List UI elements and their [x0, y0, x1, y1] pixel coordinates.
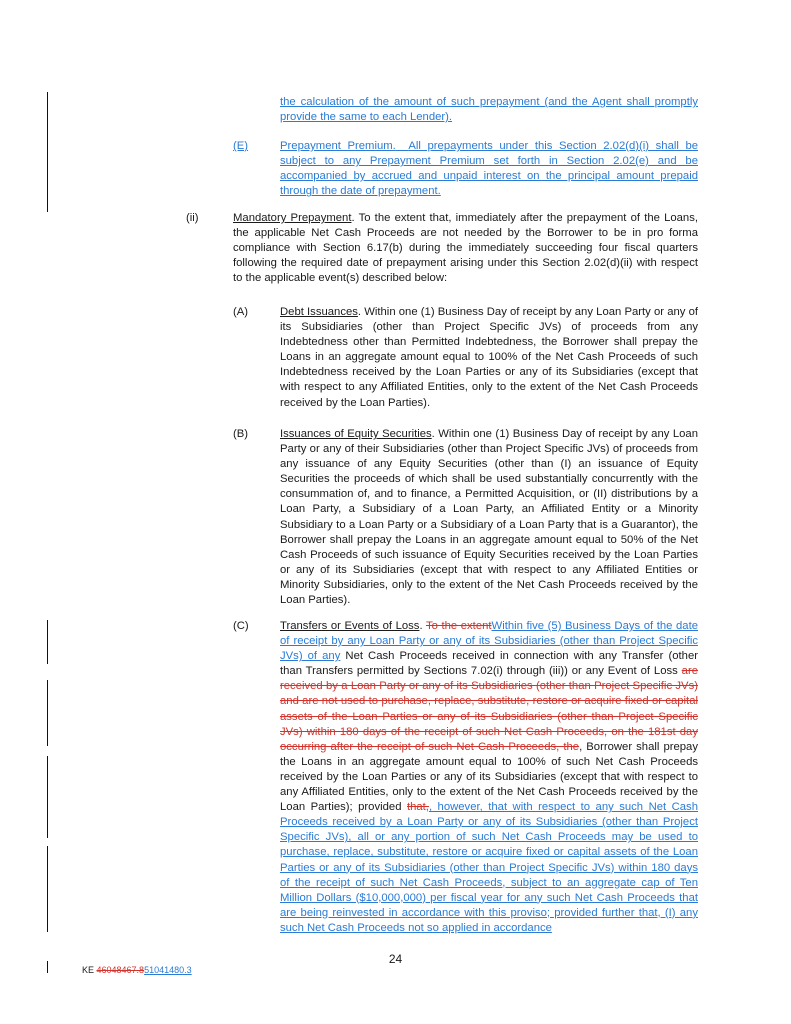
- change-bar: [47, 680, 48, 746]
- page-number: 24: [388, 952, 403, 966]
- continued-paragraph: the calculation of the amount of such prepayment (and the Agent shall promptly provide the same to each Lender).: [280, 96, 698, 124]
- para-c-deletion-1: To the extent: [425, 620, 492, 632]
- para-e-text: [280, 139, 698, 199]
- para-c-deletion-2: are received by a Loan Party or any of its Subsidiaries (other than Project Specific JVs) and are not used to purchase, replace, substitute, restore or acquire fixed or capital assets of the Loan Parties or any of its Subsidiaries (other than Project Specific JVs) within 180 days of the receipt of such Net Cash Proceeds, on the 181st day occurring after the receipt of such Net Cash Proceeds, the: [280, 665, 698, 753]
- para-a-label: (A): [233, 306, 249, 318]
- para-c-text-1: .: [419, 620, 426, 632]
- change-bar: [47, 756, 48, 838]
- footer-prefix: KE: [82, 965, 97, 975]
- para-c-label: (C): [233, 620, 249, 632]
- para-a-text: [280, 305, 698, 411]
- para-ii-text: [233, 211, 698, 286]
- para-e-body: All prepayments under this Section 2.02(d)(i) shall be subject to any Prepayment Premium set forth in Section 2.02(e) and be accompanied by accrued and unpaid interest on the principal amount prepaid through the date of prepayment.: [280, 140, 699, 198]
- para-ii-heading: Mandatory Prepayment: [233, 212, 352, 224]
- footer-deleted-id: 46048467.8: [96, 965, 145, 975]
- para-c-text-2: Net Cash Proceeds received in connection with any Transfer (other than Transfers permitted by Sections 7.02(i) through (iii)) or any Event of Loss: [280, 650, 699, 678]
- para-b-label: (B): [233, 428, 249, 440]
- para-a-body: . Within one (1) Business Day of receipt by any Loan Party or any of its Subsidiaries (other than Project Specific JVs) of proceeds from any Indebtedness other than Permitted Indebtedness, the Borrower shall prepay the Loans in an aggregate amount equal to 100% of the Net Cash Proceeds of such Indebtedness received by the Loan Parties or any of its Subsidiaries (except that with respect to any Affiliated Entities, only to the extent of the Net Cash Proceeds received by the Loan Parties).: [280, 306, 699, 409]
- document-id-footer: [82, 965, 192, 975]
- para-ii-body: . To the extent that, immediately after the prepayment of the Loans, the applicable Net Cash Proceeds are not needed by the Borrower to be in pro forma compliance with Section 6.17(b) during the immediately succeeding four fiscal quarters following the required date of prepayment arising under this Section 2.02(d)(ii) with respect to the applicable event(s) described below:: [233, 212, 698, 285]
- para-c-heading: Transfers or Events of Loss: [280, 620, 420, 632]
- para-c-text-3: , Borrower shall prepay the Loans in an aggregate amount equal to 100% of such Net Cash Proceeds received by the Loan Parties or any of its Subsidiaries (except that with respect to any Affiliated Entities, only to the extent of the Net Cash Proceeds received by the Loan Parties); provided: [280, 740, 698, 814]
- para-e-label: (E): [233, 140, 249, 152]
- change-bar: [47, 92, 48, 212]
- para-b-heading: Issuances of Equity Securities: [280, 428, 432, 440]
- para-b-body: . Within one (1) Business Day of receipt by any Loan Party or any of their Subsidiaries (other than Project Specific JVs) of proceeds from any issuance of any Equity Securities (other than (I) an issuance of Equity Securities the proceeds of which shall be used substantially concurrently with the consummation of, and to finance, a Permitted Acquisition, or (II) distributions by a Loan Party, a Subsidiary of a Loan Party, an Affiliated Entity or a Minority Subsidiary to a Loan Party or a Subsidiary of a Loan Party that is a Guarantor), the Borrower shall prepay the Loans in an aggregate amount equal to 50% of the Net Cash Proceeds of such issuance of Equity Securities received by the Loan Parties or any of its Subsidiaries (except that with respect to any Affiliated Entities or Minority Subsidiaries, only to the extent of the Net Cash Proceeds received by the Loan Parties).: [280, 428, 698, 607]
- change-bar: [47, 846, 48, 932]
- footer-inserted-id: 51041480.3: [144, 965, 192, 975]
- para-c-insertion-3: , however, that with respect to any such Net Cash Proceeds received by a Loan Party or any of its Subsidiaries (other than Project Specific JVs), all or any portion of such Net Cash Proceeds may be used to purchase, replace, substitute, restore or acquire fixed or capital assets of the Loan Parties or any of its Subsidiaries (other than Project Specific JVs) within 180 days of the receipt of such Net Cash Proceeds, subject to an aggregate cap of Ten Million Dollars ($10,000,000) per fiscal year for any such Net Cash Proceeds that are being reinvested in accordance with this proviso; provided further that, (I) any such Net Cash Proceeds not so applied in accordance: [280, 801, 698, 934]
- para-a-heading: Debt Issuances: [280, 306, 358, 318]
- para-c-deletion-3: that,: [406, 801, 429, 814]
- para-b-text: [280, 427, 698, 608]
- para-c-insertion-1: Within five (5) Business Days of the date of receipt by any Loan Party or any of its Subsidiaries (other than Project Specific JVs) of any: [280, 620, 699, 663]
- change-bar: [47, 620, 48, 664]
- para-e-heading: Prepayment Premium.: [280, 140, 396, 152]
- para-c-text: [280, 619, 698, 936]
- para-ii-label: (ii): [186, 212, 199, 224]
